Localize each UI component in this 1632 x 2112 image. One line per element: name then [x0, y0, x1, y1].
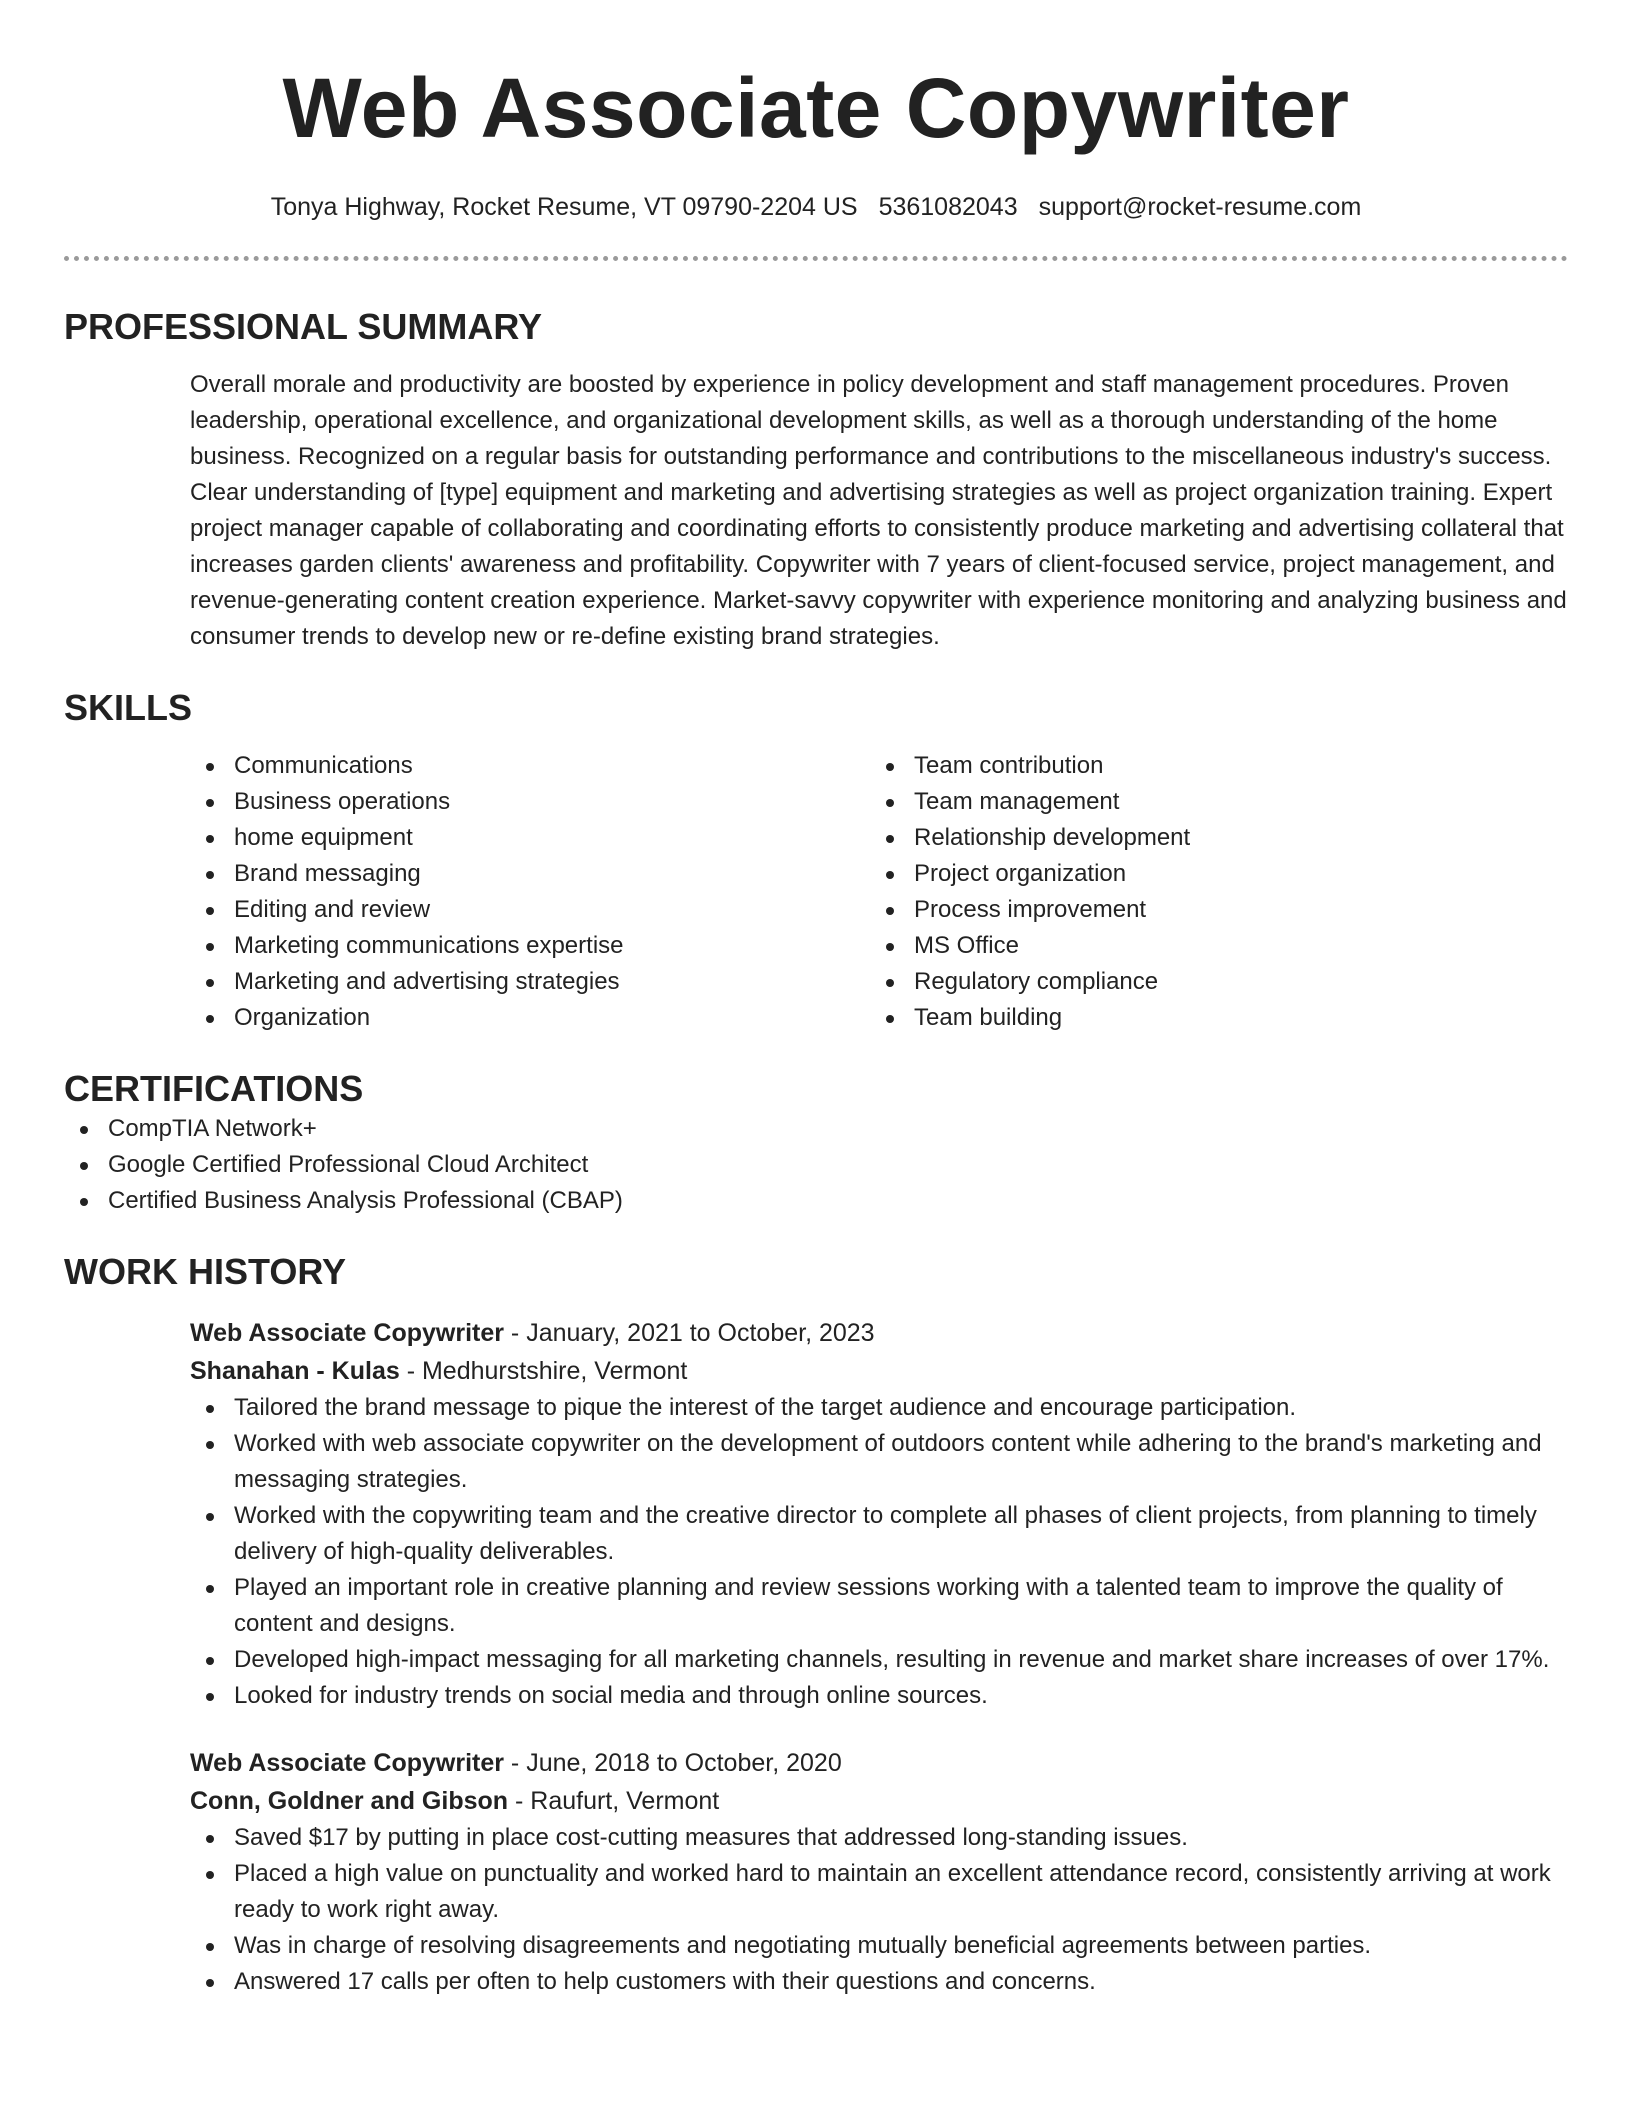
certification-item: CompTIA Network+	[64, 1111, 1568, 1147]
job-duties-list	[190, 1390, 1568, 1714]
skill-item: Brand messaging	[190, 856, 870, 892]
certification-item: Google Certified Professional Cloud Architect	[64, 1147, 1568, 1183]
job-title-line	[190, 1744, 1568, 1782]
section-heading-summary: PROFESSIONAL SUMMARY	[64, 306, 543, 347]
skill-item: MS Office	[870, 928, 1550, 964]
job-dates: - January, 2021 to October, 2023	[503, 1319, 875, 1347]
contact-phone: 5361082043	[878, 193, 1018, 221]
job-location: - Medhurstshire, Vermont	[399, 1357, 688, 1385]
skill-item: Team building	[870, 1000, 1550, 1036]
job-duty-item: Played an important role in creative planning and review sessions working with a talented team to improve the quality of content and designs.	[190, 1570, 1568, 1642]
job-company-line	[190, 1352, 1568, 1390]
job-location: - Raufurt, Vermont	[508, 1787, 720, 1815]
summary-text: Overall morale and productivity are boosted by experience in policy development and staff management procedures. Proven leadership, operational excellence, and organizational development skills, as well as a thorough understanding of the home business. Recognized on a regular basis for outstanding performance and contributions to the miscellaneous industry's success. Clear understanding of [type] equipment and marketing and advertising strategies as well as project organization training. Expert project manager capable of collaborating and coordinating efforts to consistently produce marketing and advertising collateral that increases garden clients' awareness and profitability. Copywriter with 7 years of client-focused service, project management, and revenue-generating content creation experience. Market-savvy copywriter with experience monitoring and analyzing business and consumer trends to develop new or re-define existing brand strategies.	[190, 371, 1567, 650]
job-company: Shanahan - Kulas	[190, 1357, 400, 1385]
job-company-line	[190, 1782, 1568, 1820]
skills-list-right	[870, 748, 1550, 1036]
skill-item: home equipment	[190, 820, 870, 856]
skill-item: Team management	[870, 784, 1550, 820]
job-dates: - June, 2018 to October, 2020	[503, 1749, 842, 1777]
contact-email: support@rocket-resume.com	[1038, 193, 1362, 221]
skills-column-right	[870, 748, 1550, 1036]
job-duty-item: Worked with web associate copywriter on the development of outdoors content while adhering to the brand's marketing and messaging strategies.	[190, 1426, 1568, 1498]
skill-item: Marketing communications expertise	[190, 928, 870, 964]
job-duty-item: Tailored the brand message to pique the interest of the target audience and encourage participation.	[190, 1390, 1568, 1426]
header-divider	[64, 256, 1568, 261]
skill-item: Business operations	[190, 784, 870, 820]
skills-grid	[190, 748, 1568, 1036]
job-company: Conn, Goldner and Gibson	[190, 1787, 509, 1815]
resume-title: Web Associate Copywriter	[282, 61, 1350, 155]
job-duty-item: Looked for industry trends on social media and through online sources.	[190, 1678, 1568, 1714]
job-duties-list	[190, 1820, 1568, 2000]
section-heading-work-history: WORK HISTORY	[64, 1251, 347, 1292]
section-heading-skills: SKILLS	[64, 687, 193, 728]
certification-item: Certified Business Analysis Professional (CBAP)	[64, 1183, 1568, 1219]
skill-item: Project organization	[870, 856, 1550, 892]
job-title: Web Associate Copywriter	[190, 1319, 504, 1347]
section-heading-certifications: CERTIFICATIONS	[64, 1068, 364, 1109]
job-duty-item: Saved $17 by putting in place cost-cutting measures that addressed long-standing issues.	[190, 1820, 1568, 1856]
job-title: Web Associate Copywriter	[190, 1749, 504, 1777]
skill-item: Team contribution	[870, 748, 1550, 784]
certifications-list	[64, 1111, 1568, 1219]
job-duty-item: Placed a high value on punctuality and worked hard to maintain an excellent attendance record, consistently arriving at work ready to work right away.	[190, 1856, 1568, 1928]
job-duty-item: Worked with the copywriting team and the creative director to complete all phases of client projects, from planning to timely delivery of high-quality deliverables.	[190, 1498, 1568, 1570]
contact-address: Tonya Highway, Rocket Resume, VT 09790-2204 US	[270, 193, 858, 221]
skill-item: Regulatory compliance	[870, 964, 1550, 1000]
skill-item: Process improvement	[870, 892, 1550, 928]
skill-item: Organization	[190, 1000, 870, 1036]
job-duty-item: Developed high-impact messaging for all marketing channels, resulting in revenue and market share increases of over 17%.	[190, 1642, 1568, 1678]
skill-item: Marketing and advertising strategies	[190, 964, 870, 1000]
skills-column-left	[190, 748, 870, 1036]
skill-item: Editing and review	[190, 892, 870, 928]
job-duty-item: Was in charge of resolving disagreements and negotiating mutually beneficial agreements between parties.	[190, 1928, 1568, 1964]
job-entry	[190, 1744, 1568, 2000]
contact-line	[64, 191, 1568, 223]
job-duty-item: Answered 17 calls per often to help customers with their questions and concerns.	[190, 1964, 1568, 2000]
skill-item: Communications	[190, 748, 870, 784]
skill-item: Relationship development	[870, 820, 1550, 856]
job-entry	[190, 1314, 1568, 1714]
job-title-line	[190, 1314, 1568, 1352]
skills-list-left	[190, 748, 870, 1036]
